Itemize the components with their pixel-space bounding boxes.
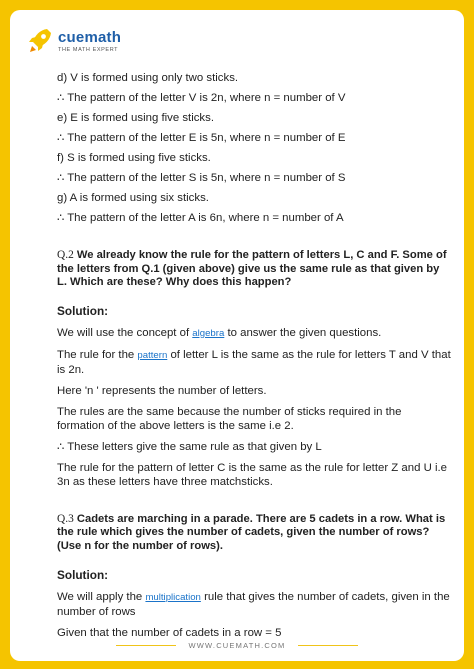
cuemath-logo[interactable] <box>28 28 121 54</box>
answer-line: g) A is formed using six sticks. <box>57 192 209 204</box>
content <box>57 72 452 647</box>
brand-tagline: THE MATH EXPERT <box>58 46 119 53</box>
solution-paragraph: We will apply the multiplication rule that gives the number of cadets, given in the number of rows <box>57 590 450 618</box>
brand-name: cuemath <box>58 28 122 46</box>
solution-paragraph: The rule for the pattern of letter C is the same as the rule for letter Z and U i.e 3n as these letters have three matchsticks. <box>57 461 447 488</box>
answer-line: d) V is formed using only two sticks. <box>57 72 239 84</box>
pattern-link[interactable]: pattern <box>137 349 168 361</box>
question-3-text <box>57 513 452 554</box>
footer-url[interactable]: WWW.CUEMATH.COM <box>188 640 286 650</box>
question-2 <box>57 249 452 489</box>
question-number: Q.2 <box>57 249 74 261</box>
footer-rule <box>116 645 176 646</box>
answer-line: ∴ The pattern of the letter S is 5n, where n = number of S <box>57 172 346 184</box>
question-2-text <box>57 249 452 290</box>
solution-paragraph: Here 'n ' represents the number of letters. <box>57 384 267 397</box>
question-number: Q.3 <box>57 512 74 525</box>
solution-paragraph: The rules are the same because the number of sticks required in the formation of the above letters is the same i.e 2. <box>57 405 402 432</box>
question-body: Cadets are marching in a parade. There are 5 cadets in a row. What is the rule which gives the number of cadets, given the number of rows? (Use n for the number of rows). <box>57 512 446 552</box>
footer-rule <box>298 645 358 646</box>
answer-line: ∴ The pattern of the letter A is 6n, where n = number of A <box>57 212 344 224</box>
rocket-icon <box>28 28 52 54</box>
document-page <box>10 10 464 661</box>
solution-label: Solution: <box>57 303 109 318</box>
answer-line: e) E is formed using five sticks. <box>57 112 214 124</box>
solution-paragraph: We will use the concept of algebra to answer the given questions. <box>57 326 382 339</box>
answer-line: f) S is formed using five sticks. <box>57 152 211 164</box>
page-footer <box>10 629 464 661</box>
solution-label: Solution: <box>57 567 109 582</box>
question-body: We already know the rule for the pattern of letters L, C and F. Some of the letters from Q.1 (given above) give us the same rule as that given by L. Which are these? Why does this happen? <box>57 249 447 289</box>
question-3 <box>57 513 452 640</box>
answer-line: ∴ The pattern of the letter V is 2n, where n = number of V <box>57 92 346 104</box>
solution-paragraph: ∴ These letters give the same rule as that given by L <box>57 440 322 453</box>
solution-paragraph: Given that the number of cadets in a row = 5 <box>57 626 282 639</box>
multiplication-link[interactable]: multiplication <box>145 591 201 603</box>
solution-paragraph: The rule for the pattern of letter L is the same as the rule for letters T and V that is 2n. <box>57 348 451 376</box>
algebra-link[interactable]: algebra <box>192 327 225 339</box>
answer-line: ∴ The pattern of the letter E is 5n, where n = number of E <box>57 132 346 144</box>
